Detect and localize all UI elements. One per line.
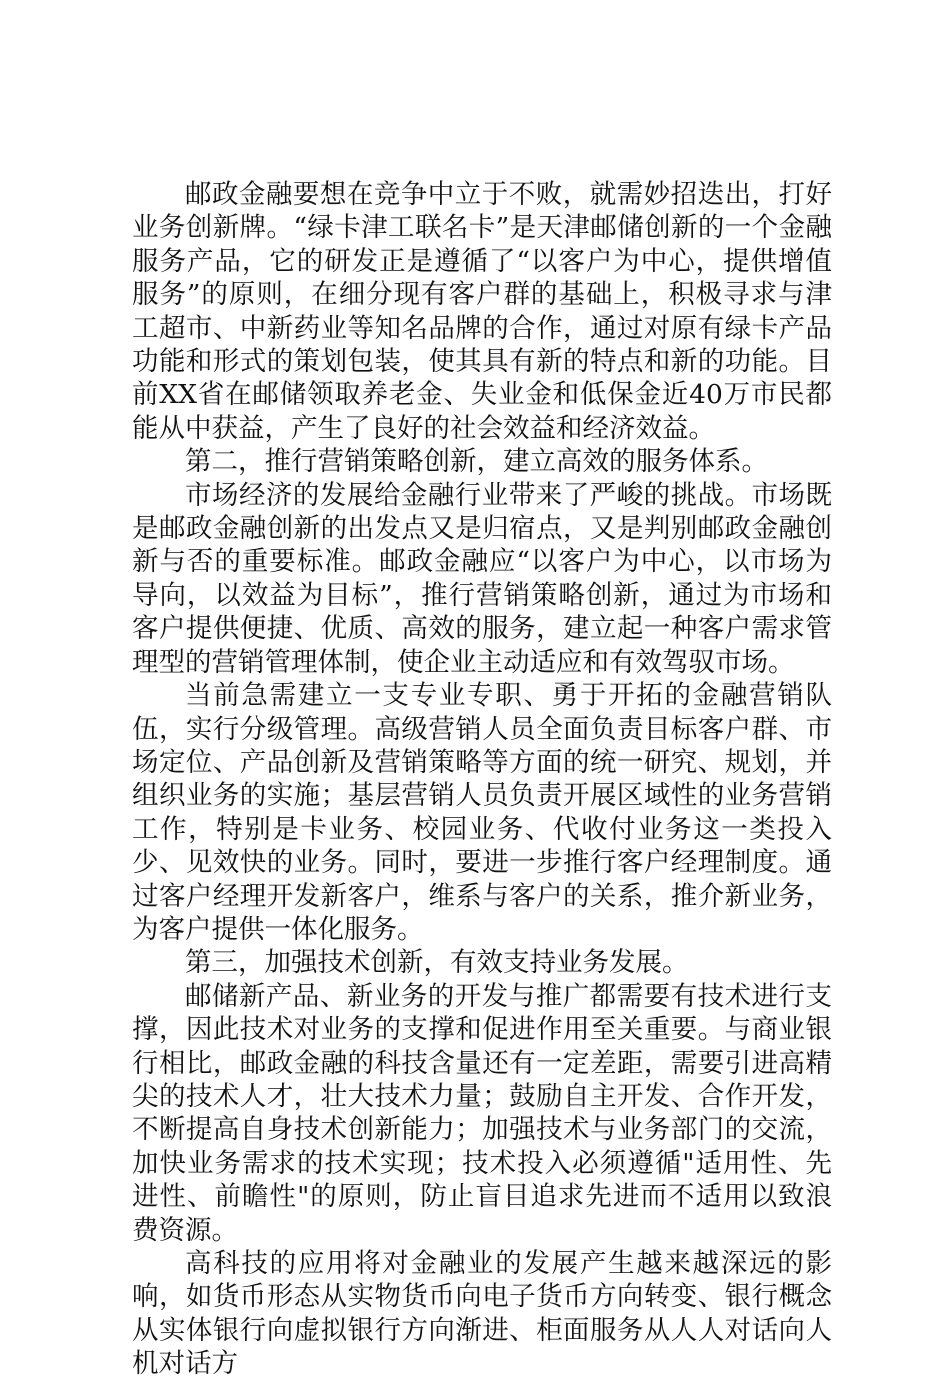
paragraph-3: 市场经济的发展给金融行业带来了严峻的挑战。市场既是邮政金融创新的出发点又是归宿点，又是判别邮政金融创新与否的重要标准。邮政金融应“以客户为中心，以市场为导向，以效益为目标”，推行营销策略创新，通过为市场和客户提供便捷、优质、高效的服务，建立起一种客户需求管理型的营销管理体制，使企业主动适应和有效驾驭市场。 (132, 479, 832, 678)
paragraph-4: 当前急需建立一支专业专职、勇于开拓的金融营销队伍，实行分级管理。高级营销人员全面负责目标客户群、市场定位、产品创新及营销策略等方面的统一研究、规划，并组织业务的实施；基层营销人员负责开展区域性的业务营销工作，特别是卡业务、校园业务、代收付业务这一类投入少、见效快的业务。同时，要进一步推行客户经理制度。通过客户经理开发新客户，维系与客户的关系，推介新业务，为客户提供一体化服务。 (132, 680, 832, 945)
paragraph-5-heading: 第三，加强技术创新，有效支持业务发展。 (185, 947, 689, 979)
paragraph-1: 邮政金融要想在竞争中立于不败，就需妙招迭出，打好业务创新牌。“绿卡津工联名卡”是天津邮储创新的一个金融服务产品，它的研发正是遵循了“以客户为中心，提供增值服务”的原则，在细分现有客户群的基础上，积极寻求与津工超市、中新药业等知名品牌的合作，通过对原有绿卡产品功能和形式的策划包装，使其具有新的特点和新的功能。目前XX省在邮储领取养老金、失业金和低保金近40万市民都能从中获益，产生了良好的社会效益和经济效益。 (132, 179, 832, 444)
paragraph-7: 高科技的应用将对金融业的发展产生越来越深远的影响，如货币形态从实物货币向电子货币方向转变、银行概念从实体银行向虚拟银行方向渐进、柜面服务从人人对话向人机对话方 (132, 1248, 832, 1380)
document-body (132, 178, 832, 1381)
paragraph-2-heading: 第二，推行营销策略创新，建立高效的服务体系。 (185, 446, 768, 478)
paragraph-6: 邮储新产品、新业务的开发与推广都需要有技术进行支撑，因此技术对业务的支撑和促进作用至关重要。与商业银行相比，邮政金融的科技含量还有一定差距，需要引进高精尖的技术人才，壮大技术力量；鼓励自主开发、合作开发，不断提高自身技术创新能力；加强技术与业务部门的交流，加快业务需求的技术实现；技术投入必须遵循"适用性、先进性、前瞻性"的原则，防止盲目追求先进而不适用以致浪费资源。 (132, 980, 832, 1246)
